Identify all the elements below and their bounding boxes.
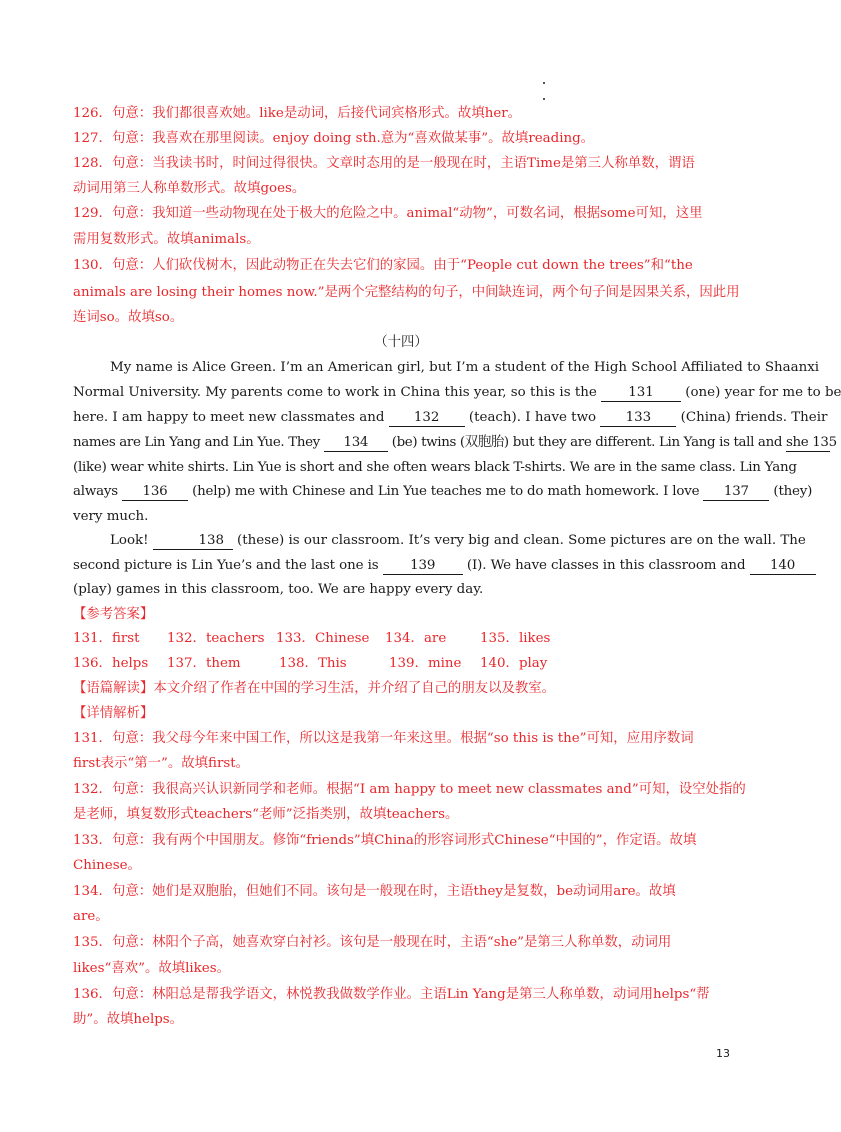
- explanation-131-line2: first表示“第一”。故填first。: [73, 756, 249, 771]
- explanation-126: 126．句意：我们都很喜欢她。like是动词，后接代词宾格形式。故填her。: [73, 106, 522, 121]
- answer-132: 132．teachers: [167, 631, 265, 646]
- explanation-127: 127．句意：我喜欢在那里阅读。enjoy doing sth.意为“喜欢做某事”。故填reading。: [73, 131, 595, 146]
- page-number: 13: [716, 1047, 730, 1060]
- passage-line: names are Lin Yang and Lin Yue. They 134 (be) twins (双胞胎) but they are different. Lin Yang is tall and she 135: [73, 435, 837, 450]
- answer-134: 134．are: [385, 631, 447, 646]
- explanation-130-line3: 连词so。故填so。: [73, 310, 184, 325]
- blank-138[interactable]: 138: [153, 533, 233, 550]
- answer-139: 139．mine: [389, 656, 462, 671]
- explanation-132-line2: 是老师，填复数形式teachers“老师”泛指类别，故填teachers。: [73, 807, 459, 822]
- answer-135: 135．likes: [480, 631, 551, 646]
- blank-139[interactable]: 139: [383, 558, 463, 575]
- explanation-134-line2: are。: [73, 909, 109, 924]
- explanation-129-line2: 需用复数形式。故填animals。: [73, 232, 260, 247]
- explanation-128-line2: 动词用第三人称单数形式。故填goes。: [73, 181, 306, 196]
- blank-135[interactable]: she 135: [785, 435, 837, 450]
- explanation-135-line2: likes“喜欢”。故填likes。: [73, 961, 230, 976]
- explanation-136-line2: 助”。故填helps。: [73, 1012, 184, 1027]
- explanation-128-line1: 128．句意：当我读书时，时间过得很快。文章时态用的是一般现在时，主语Time是第三人称单数，谓语: [73, 156, 695, 171]
- answer-heading: 【参考答案】: [73, 607, 154, 622]
- explanation-134-line1: 134．句意：她们是双胞胎，但她们不同。该句是一般现在时，主语they是复数，be动词用are。故填: [73, 884, 676, 899]
- answer-133: 133．Chinese: [276, 631, 370, 646]
- answer-131: 131．first: [73, 631, 140, 646]
- explanation-130-line2: animals are losing their homes now.”是两个完整结构的句子，中间缺连词，两个句子间是因果关系，因此用: [73, 285, 740, 300]
- explanation-133-line2: Chinese。: [73, 858, 141, 873]
- scan-dot: [543, 98, 545, 100]
- explanation-133-line1: 133．句意：我有两个中国朋友。修饰“friends”填China的形容词形式Chinese“中国的”，作定语。故填: [73, 833, 697, 848]
- passage-line: (play) games in this classroom, too. We are happy every day.: [73, 582, 484, 597]
- blank-134[interactable]: 134: [324, 435, 388, 452]
- passage-summary: 【语篇解读】本文介绍了作者在中国的学习生活，并介绍了自己的朋友以及教室。: [73, 681, 556, 696]
- passage-line: always 136 (help) me with Chinese and Lin Yue teaches me to do math homework. I love 137 (they): [73, 484, 813, 499]
- section-title: （十四）: [374, 335, 428, 350]
- detail-heading: 【详情解析】: [73, 706, 154, 721]
- explanation-130-line1: 130．句意：人们砍伐树木，因此动物正在失去它们的家园。由于“People cut down the trees”和“the: [73, 258, 693, 273]
- passage-line: very much.: [73, 509, 149, 524]
- blank-140[interactable]: 140: [750, 558, 816, 575]
- answer-137: 137．them: [167, 656, 241, 671]
- passage-line: (like) wear white shirts. Lin Yue is short and she often wears black T-shirts. We are in the same class. Lin Yang: [73, 460, 797, 475]
- passage-line: Normal University. My parents come to work in China this year, so this is the 131 (one) year for me to be: [73, 385, 841, 400]
- answer-138: 138．This: [279, 656, 347, 671]
- blank-131[interactable]: 131: [601, 385, 681, 402]
- blank-133[interactable]: 133: [600, 410, 676, 427]
- explanation-135-line1: 135．句意：林阳个子高，她喜欢穿白衬衫。该句是一般现在时，主语“she”是第三人称单数，动词用: [73, 935, 672, 950]
- passage-line: My name is Alice Green. I’m an American girl, but I’m a student of the High School Affiliated to Shaanxi: [110, 360, 820, 375]
- passage-line: Look! 138 (these) is our classroom. It’s very big and clean. Some pictures are on the wall. The: [110, 533, 806, 548]
- explanation-129-line1: 129．句意：我知道一些动物现在处于极大的危险之中。animal“动物”，可数名词，根据some可知，这里: [73, 206, 703, 221]
- blank-137[interactable]: 137: [703, 484, 769, 501]
- passage-line: here. I am happy to meet new classmates and 132 (teach). I have two 133 (China) friends. Their: [73, 410, 828, 425]
- blank-136[interactable]: 136: [122, 484, 188, 501]
- explanation-131-line1: 131．句意：我父母今年来中国工作，所以这是我第一年来这里。根据“so this is the”可知，应用序数词: [73, 731, 694, 746]
- answer-136: 136．helps: [73, 656, 149, 671]
- passage-line: second picture is Lin Yue’s and the last one is 139 (I). We have classes in this classroom and 140: [73, 554, 729, 579]
- blank-132[interactable]: 132: [389, 410, 465, 427]
- explanation-136-line1: 136．句意：林阳总是帮我学语文，林悦教我做数学作业。主语Lin Yang是第三人称单数，动词用helps“帮: [73, 987, 710, 1002]
- answer-140: 140．play: [480, 656, 548, 671]
- scan-dot: [543, 82, 545, 84]
- explanation-132-line1: 132．句意：我很高兴认识新同学和老师。根据“I am happy to meet new classmates and”可知，设空处指的: [73, 782, 746, 797]
